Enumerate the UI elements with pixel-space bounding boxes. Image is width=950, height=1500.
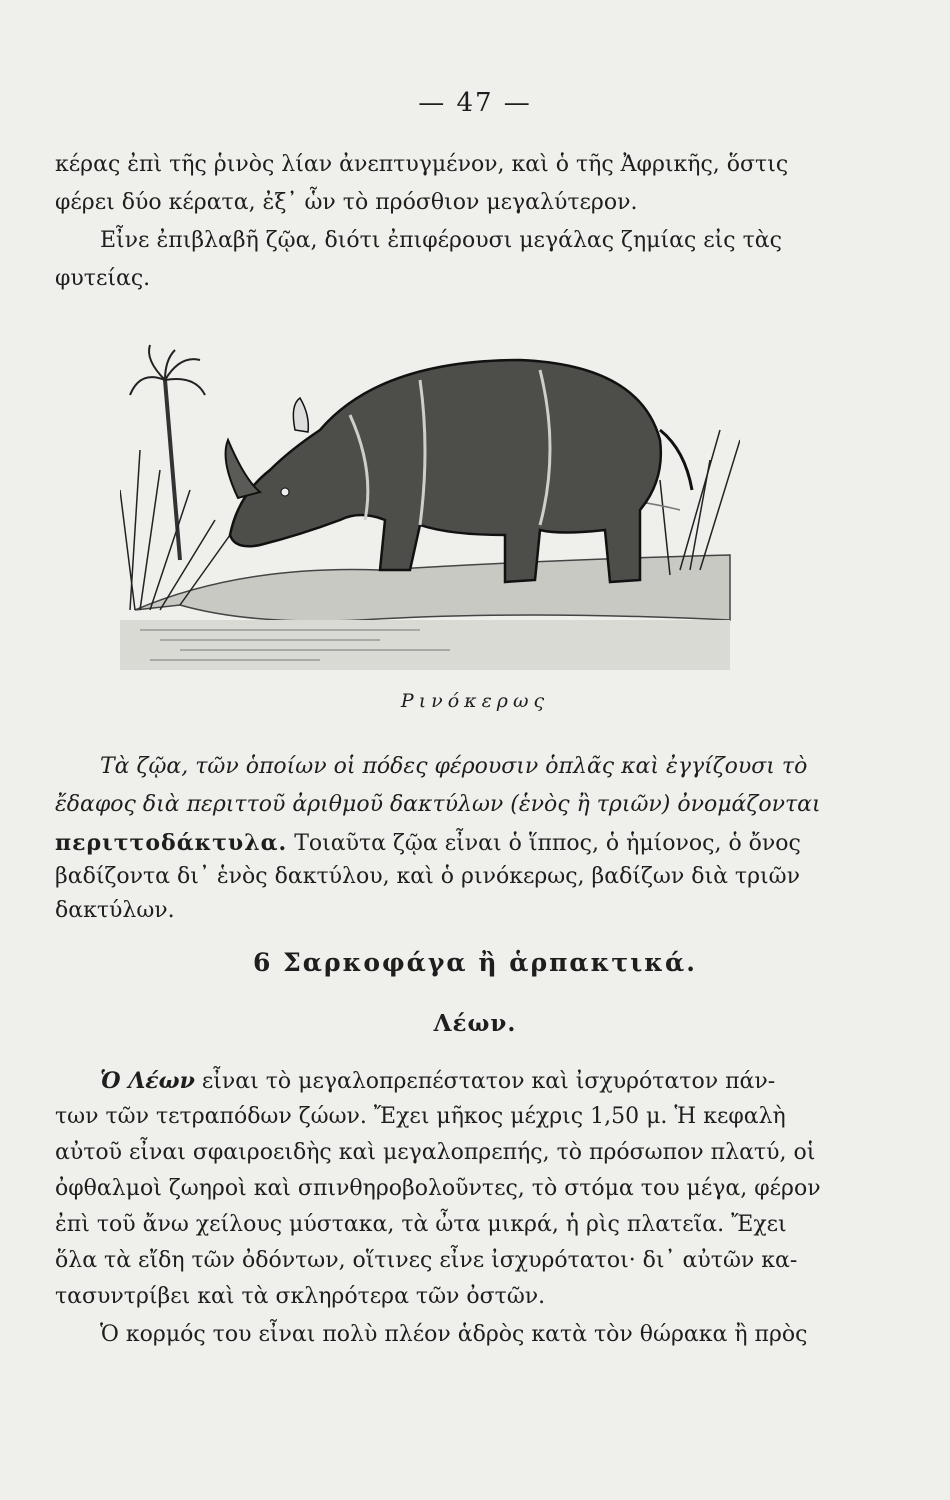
leon-line-4: ὀφθαλμοὶ ζωηροὶ καὶ σπινθηροβολοῦντες, τὸ στόμα του μέγα, φέρον bbox=[55, 1176, 821, 1201]
rhinoceros-illustration bbox=[120, 320, 740, 690]
leon-name: Ὁ Λέων bbox=[100, 1068, 195, 1094]
leon-line-5: ἐπὶ τοῦ ἄνω χείλους μύστακα, τὰ ὦτα μικρά, ἡ ρὶς πλατεῖα. Ἔχει bbox=[55, 1212, 787, 1237]
peri-line-5: δακτύλων. bbox=[55, 898, 175, 923]
leon-line-3: αὐτοῦ εἶναι σφαιροειδὴς καὶ μεγαλοπρεπής, τὸ πρόσωπον πλατύ, οἱ bbox=[55, 1140, 816, 1165]
intro-line-1: κέρας ἐπὶ τῆς ῥινὸς λίαν ἀνεπτυγμένον, καὶ ὁ τῆς Ἀφρικῆς, ὅστις bbox=[55, 152, 789, 177]
bold-term-perissodactyla: περιττοδάκτυλα. bbox=[55, 830, 288, 856]
section-heading: 6 Σαρκοφάγα ἢ ἁρπακτικά. bbox=[253, 948, 697, 977]
intro-line-2: φέρει δύο κέρατα, ἐξ᾽ ὧν τὸ πρόσθιον μεγαλύτερον. bbox=[55, 190, 638, 215]
illustration-caption: Ρινόκερως bbox=[400, 690, 550, 712]
sub-heading-lion: Λέων. bbox=[433, 1010, 517, 1037]
leon-line-1-rest: εἶναι τὸ μεγαλοπρεπέστατον καὶ ἰσχυρότατον πάν- bbox=[194, 1069, 776, 1094]
peri-line-2: ἔδαφος διὰ περιττοῦ ἀριθμοῦ δακτύλων (ἑνὸς ἢ τριῶν) ὀνομάζονται bbox=[55, 792, 821, 817]
peri-line-3 bbox=[55, 828, 801, 859]
leon-line-7: τασυντρίβει καὶ τὰ σκληρότερα τῶν ὀστῶν. bbox=[55, 1284, 546, 1309]
intro-line-4: φυτείας. bbox=[55, 266, 151, 291]
page-number: — 47 — bbox=[418, 88, 532, 118]
peri-line-4: βαδίζοντα δι᾽ ἑνὸς δακτύλου, καὶ ὁ ρινόκερως, βαδίζων διὰ τριῶν bbox=[55, 864, 800, 889]
peri-line-3-rest: Τοιαῦτα ζῷα εἶναι ὁ ἵππος, ὁ ἡμίονος, ὁ ὄνος bbox=[287, 831, 801, 856]
leon-line-2: των τῶν τετραπόδων ζώων. Ἔχει μῆκος μέχρις 1,50 μ. Ἡ κεφαλὴ bbox=[55, 1104, 786, 1129]
peri-line-1: Τὰ ζῷα, τῶν ὁποίων οἱ πόδες φέρουσιν ὁπλᾶς καὶ ἐγγίζουσι τὸ bbox=[100, 754, 808, 779]
leon-line-6: ὅλα τὰ εἴδη τῶν ὀδόντων, οἵτινες εἶνε ἰσχυρότατοι· δι᾽ αὐτῶν κα- bbox=[55, 1248, 798, 1273]
leon-line-1 bbox=[100, 1066, 775, 1097]
leon-line-8: Ὁ κορμός του εἶναι πολὺ πλέον ἁδρὸς κατὰ τὸν θώρακα ἢ πρὸς bbox=[100, 1322, 808, 1347]
intro-line-3: Εἶνε ἐπιβλαβῆ ζῷα, διότι ἐπιφέρουσι μεγάλας ζημίας εἰς τὰς bbox=[100, 228, 782, 253]
